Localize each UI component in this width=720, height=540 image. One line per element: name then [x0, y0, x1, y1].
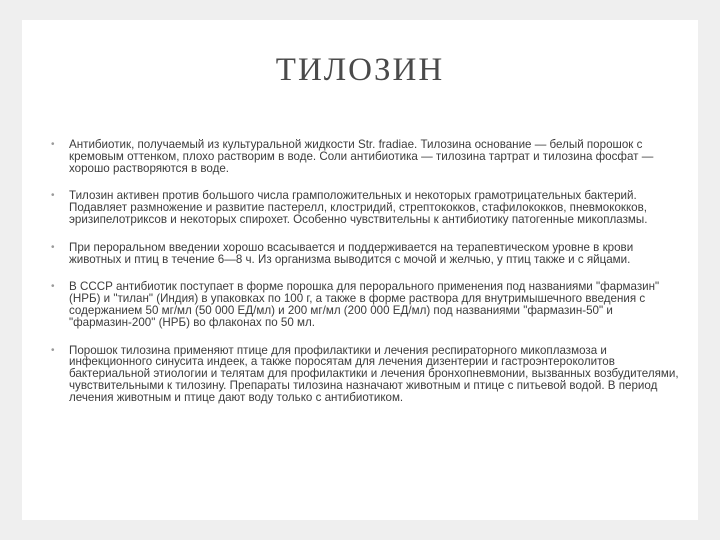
- bullet-dot-icon: •: [51, 281, 55, 293]
- bullet-dot-icon: •: [51, 139, 55, 150]
- bullet-list: [51, 139, 681, 420]
- bullet-text: Антибиотик, получаемый из культуральной жидкости Str. fradiae. Тилозина основание — белый порошок с кремовым оттенком, плохо растворим в воде. Соли антибиотика — тилозина тартрат и тилозина фосфат — хорошо растворяются в воде.: [69, 138, 654, 175]
- bullet-item: [51, 345, 681, 404]
- bullet-text: Тилозин активен против большого числа грамположительных и некоторых грамотрицательных бактерий. Подавляет размножение и развитие пастерелл, клостридий, стрептококков, стафилококков, пневмококков, эризипелотриксов и некоторых спирохет. Особенно чувствительны к антибиотику патогенные микоплазмы.: [69, 189, 648, 226]
- slide-title: ТИЛОЗИН: [275, 52, 445, 88]
- bullet-item: [51, 190, 681, 225]
- bullet-dot-icon: •: [51, 344, 55, 356]
- bullet-text: При пероральном введении хорошо всасывается и поддерживается на терапевтическом уровне в крови животных и птиц в течение 6—8 ч. Из организма выводится с мочой и желчью, у птиц также и с яйцами.: [69, 240, 634, 266]
- bullet-dot-icon: •: [51, 190, 55, 202]
- bullet-dot-icon: •: [51, 241, 55, 253]
- bullet-text: Порошок тилозина применяют птице для профилактики и лечения респираторного микоплазмоза и инфекционного синусита индеек, а также поросятам для лечения дизентерии и гастроэнтероколитов бактериальной этиологии и телятам для профилактики и лечения бронхопневмонии, вызванных возбудителями, чувствительными к тилозину. Препараты тилозина назначают животным и птице с питьевой водой. В период лечения животным и птице дают воду только с антибиотиком.: [69, 343, 679, 404]
- bullet-item: [51, 139, 681, 174]
- bullet-item: [51, 242, 681, 266]
- bullet-item: [51, 281, 681, 328]
- bullet-text: В СССР антибиотик поступает в форме порошка для перорального применения под названиями "фармазин" (НРБ) и "тилан" (Индия) в упаковках по 100 г, а также в форме раствора для внутримышечного введения с содержанием 50 мг/мл (50 000 ЕД/мл) и 200 мг/мл (200 000 ЕД/мл) под названиями "фармазин-50" и "фармазин-200" (НРБ) во флаконах по 50 мл.: [69, 280, 660, 329]
